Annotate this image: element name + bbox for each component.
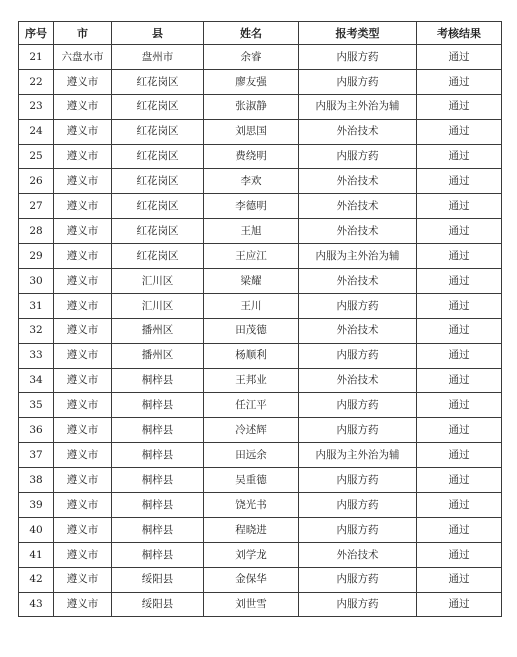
table-body [19,45,502,617]
cell-name: 廖友强 [204,69,299,94]
cell-exam-type: 内服为主外治为辅 [299,244,417,269]
cell-county: 桐梓县 [112,517,204,542]
cell-county: 红花岗区 [112,69,204,94]
cell-city: 遵义市 [54,94,112,119]
cell-name: 程晓进 [204,517,299,542]
cell-serial-number: 34 [19,368,54,393]
cell-exam-type: 内服方药 [299,517,417,542]
cell-exam-type: 内服方药 [299,45,417,70]
cell-city: 遵义市 [54,144,112,169]
cell-serial-number: 38 [19,468,54,493]
cell-county: 桐梓县 [112,393,204,418]
header-county: 县 [112,22,204,45]
cell-assessment-result: 通过 [417,493,502,518]
cell-county: 红花岗区 [112,119,204,144]
cell-serial-number: 30 [19,269,54,294]
cell-name: 金保华 [204,567,299,592]
cell-serial-number: 24 [19,119,54,144]
cell-serial-number: 22 [19,69,54,94]
table-row [19,318,502,343]
cell-exam-type: 外治技术 [299,119,417,144]
cell-county: 汇川区 [112,293,204,318]
cell-name: 王邦业 [204,368,299,393]
cell-assessment-result: 通过 [417,343,502,368]
cell-assessment-result: 通过 [417,244,502,269]
cell-serial-number: 42 [19,567,54,592]
table-row [19,542,502,567]
table-row [19,269,502,294]
cell-name: 杨顺利 [204,343,299,368]
cell-assessment-result: 通过 [417,94,502,119]
cell-county: 绥阳县 [112,567,204,592]
cell-assessment-result: 通过 [417,45,502,70]
cell-county: 桐梓县 [112,542,204,567]
cell-serial-number: 28 [19,219,54,244]
cell-serial-number: 23 [19,94,54,119]
cell-county: 桐梓县 [112,368,204,393]
table-row [19,119,502,144]
cell-serial-number: 32 [19,318,54,343]
cell-serial-number: 39 [19,493,54,518]
table-row [19,144,502,169]
cell-name: 张淑静 [204,94,299,119]
cell-serial-number: 21 [19,45,54,70]
cell-county: 绥阳县 [112,592,204,617]
cell-exam-type: 内服方药 [299,493,417,518]
cell-serial-number: 26 [19,169,54,194]
table-row [19,368,502,393]
cell-exam-type: 内服方药 [299,69,417,94]
cell-city: 遵义市 [54,194,112,219]
table-row [19,219,502,244]
cell-county: 桐梓县 [112,443,204,468]
cell-assessment-result: 通过 [417,368,502,393]
header-assessment-result: 考核结果 [417,22,502,45]
cell-name: 田远余 [204,443,299,468]
cell-city: 遵义市 [54,468,112,493]
cell-assessment-result: 通过 [417,592,502,617]
cell-exam-type: 外治技术 [299,318,417,343]
cell-exam-type: 外治技术 [299,194,417,219]
cell-city: 遵义市 [54,119,112,144]
cell-name: 冷述辉 [204,418,299,443]
cell-name: 田茂德 [204,318,299,343]
cell-name: 吴重德 [204,468,299,493]
cell-city: 遵义市 [54,493,112,518]
table-header-row [19,22,502,45]
table-row [19,517,502,542]
cell-assessment-result: 通过 [417,393,502,418]
table-row [19,418,502,443]
table-row [19,244,502,269]
cell-name: 梁耀 [204,269,299,294]
cell-exam-type: 内服方药 [299,592,417,617]
cell-city: 遵义市 [54,393,112,418]
cell-assessment-result: 通过 [417,542,502,567]
cell-city: 遵义市 [54,567,112,592]
table-row [19,169,502,194]
cell-city: 遵义市 [54,293,112,318]
cell-name: 刘学龙 [204,542,299,567]
cell-city: 遵义市 [54,418,112,443]
cell-name: 王应江 [204,244,299,269]
cell-county: 桐梓县 [112,468,204,493]
header-name: 姓名 [204,22,299,45]
cell-city: 遵义市 [54,517,112,542]
cell-assessment-result: 通过 [417,468,502,493]
table-row [19,45,502,70]
cell-serial-number: 27 [19,194,54,219]
cell-serial-number: 40 [19,517,54,542]
header-exam-type: 报考类型 [299,22,417,45]
cell-assessment-result: 通过 [417,169,502,194]
cell-city: 遵义市 [54,169,112,194]
table-row [19,69,502,94]
cell-exam-type: 内服为主外治为辅 [299,94,417,119]
cell-assessment-result: 通过 [417,443,502,468]
cell-serial-number: 37 [19,443,54,468]
cell-assessment-result: 通过 [417,567,502,592]
table-row [19,343,502,368]
cell-serial-number: 43 [19,592,54,617]
cell-city: 遵义市 [54,244,112,269]
cell-exam-type: 内服方药 [299,567,417,592]
cell-name: 李德明 [204,194,299,219]
cell-exam-type: 外治技术 [299,542,417,567]
cell-assessment-result: 通过 [417,517,502,542]
cell-county: 播州区 [112,343,204,368]
cell-serial-number: 33 [19,343,54,368]
cell-assessment-result: 通过 [417,119,502,144]
table-row [19,293,502,318]
cell-assessment-result: 通过 [417,219,502,244]
cell-serial-number: 31 [19,293,54,318]
results-table [18,21,502,617]
cell-county: 桐梓县 [112,493,204,518]
cell-exam-type: 内服方药 [299,393,417,418]
header-city: 市 [54,22,112,45]
cell-name: 任江平 [204,393,299,418]
cell-serial-number: 29 [19,244,54,269]
cell-assessment-result: 通过 [417,418,502,443]
cell-city: 遵义市 [54,343,112,368]
cell-city: 遵义市 [54,592,112,617]
header-serial-number: 序号 [19,22,54,45]
cell-county: 汇川区 [112,269,204,294]
cell-city: 遵义市 [54,443,112,468]
cell-city: 遵义市 [54,318,112,343]
cell-exam-type: 内服方药 [299,468,417,493]
cell-assessment-result: 通过 [417,293,502,318]
cell-county: 播州区 [112,318,204,343]
cell-assessment-result: 通过 [417,69,502,94]
cell-exam-type: 外治技术 [299,269,417,294]
cell-city: 遵义市 [54,542,112,567]
cell-assessment-result: 通过 [417,318,502,343]
table-row [19,194,502,219]
cell-name: 余睿 [204,45,299,70]
cell-name: 饶光书 [204,493,299,518]
table-row [19,443,502,468]
cell-name: 刘思国 [204,119,299,144]
cell-county: 红花岗区 [112,169,204,194]
table-row [19,592,502,617]
cell-city: 遵义市 [54,219,112,244]
cell-county: 红花岗区 [112,194,204,219]
cell-exam-type: 内服方药 [299,144,417,169]
table-row [19,468,502,493]
cell-city: 六盘水市 [54,45,112,70]
cell-name: 刘世雪 [204,592,299,617]
cell-assessment-result: 通过 [417,269,502,294]
cell-exam-type: 内服为主外治为辅 [299,443,417,468]
cell-exam-type: 外治技术 [299,169,417,194]
cell-exam-type: 内服方药 [299,293,417,318]
cell-county: 红花岗区 [112,94,204,119]
cell-county: 盘州市 [112,45,204,70]
cell-exam-type: 内服方药 [299,418,417,443]
cell-name: 王川 [204,293,299,318]
cell-name: 李欢 [204,169,299,194]
cell-serial-number: 25 [19,144,54,169]
table-row [19,94,502,119]
table-row [19,567,502,592]
cell-name: 王旭 [204,219,299,244]
cell-city: 遵义市 [54,269,112,294]
cell-county: 桐梓县 [112,418,204,443]
cell-county: 红花岗区 [112,144,204,169]
cell-serial-number: 36 [19,418,54,443]
cell-exam-type: 外治技术 [299,368,417,393]
cell-assessment-result: 通过 [417,144,502,169]
table-row [19,393,502,418]
cell-county: 红花岗区 [112,244,204,269]
cell-city: 遵义市 [54,69,112,94]
cell-city: 遵义市 [54,368,112,393]
cell-county: 红花岗区 [112,219,204,244]
cell-name: 费绕明 [204,144,299,169]
cell-serial-number: 35 [19,393,54,418]
cell-serial-number: 41 [19,542,54,567]
cell-exam-type: 外治技术 [299,219,417,244]
table-row [19,493,502,518]
cell-exam-type: 内服方药 [299,343,417,368]
cell-assessment-result: 通过 [417,194,502,219]
